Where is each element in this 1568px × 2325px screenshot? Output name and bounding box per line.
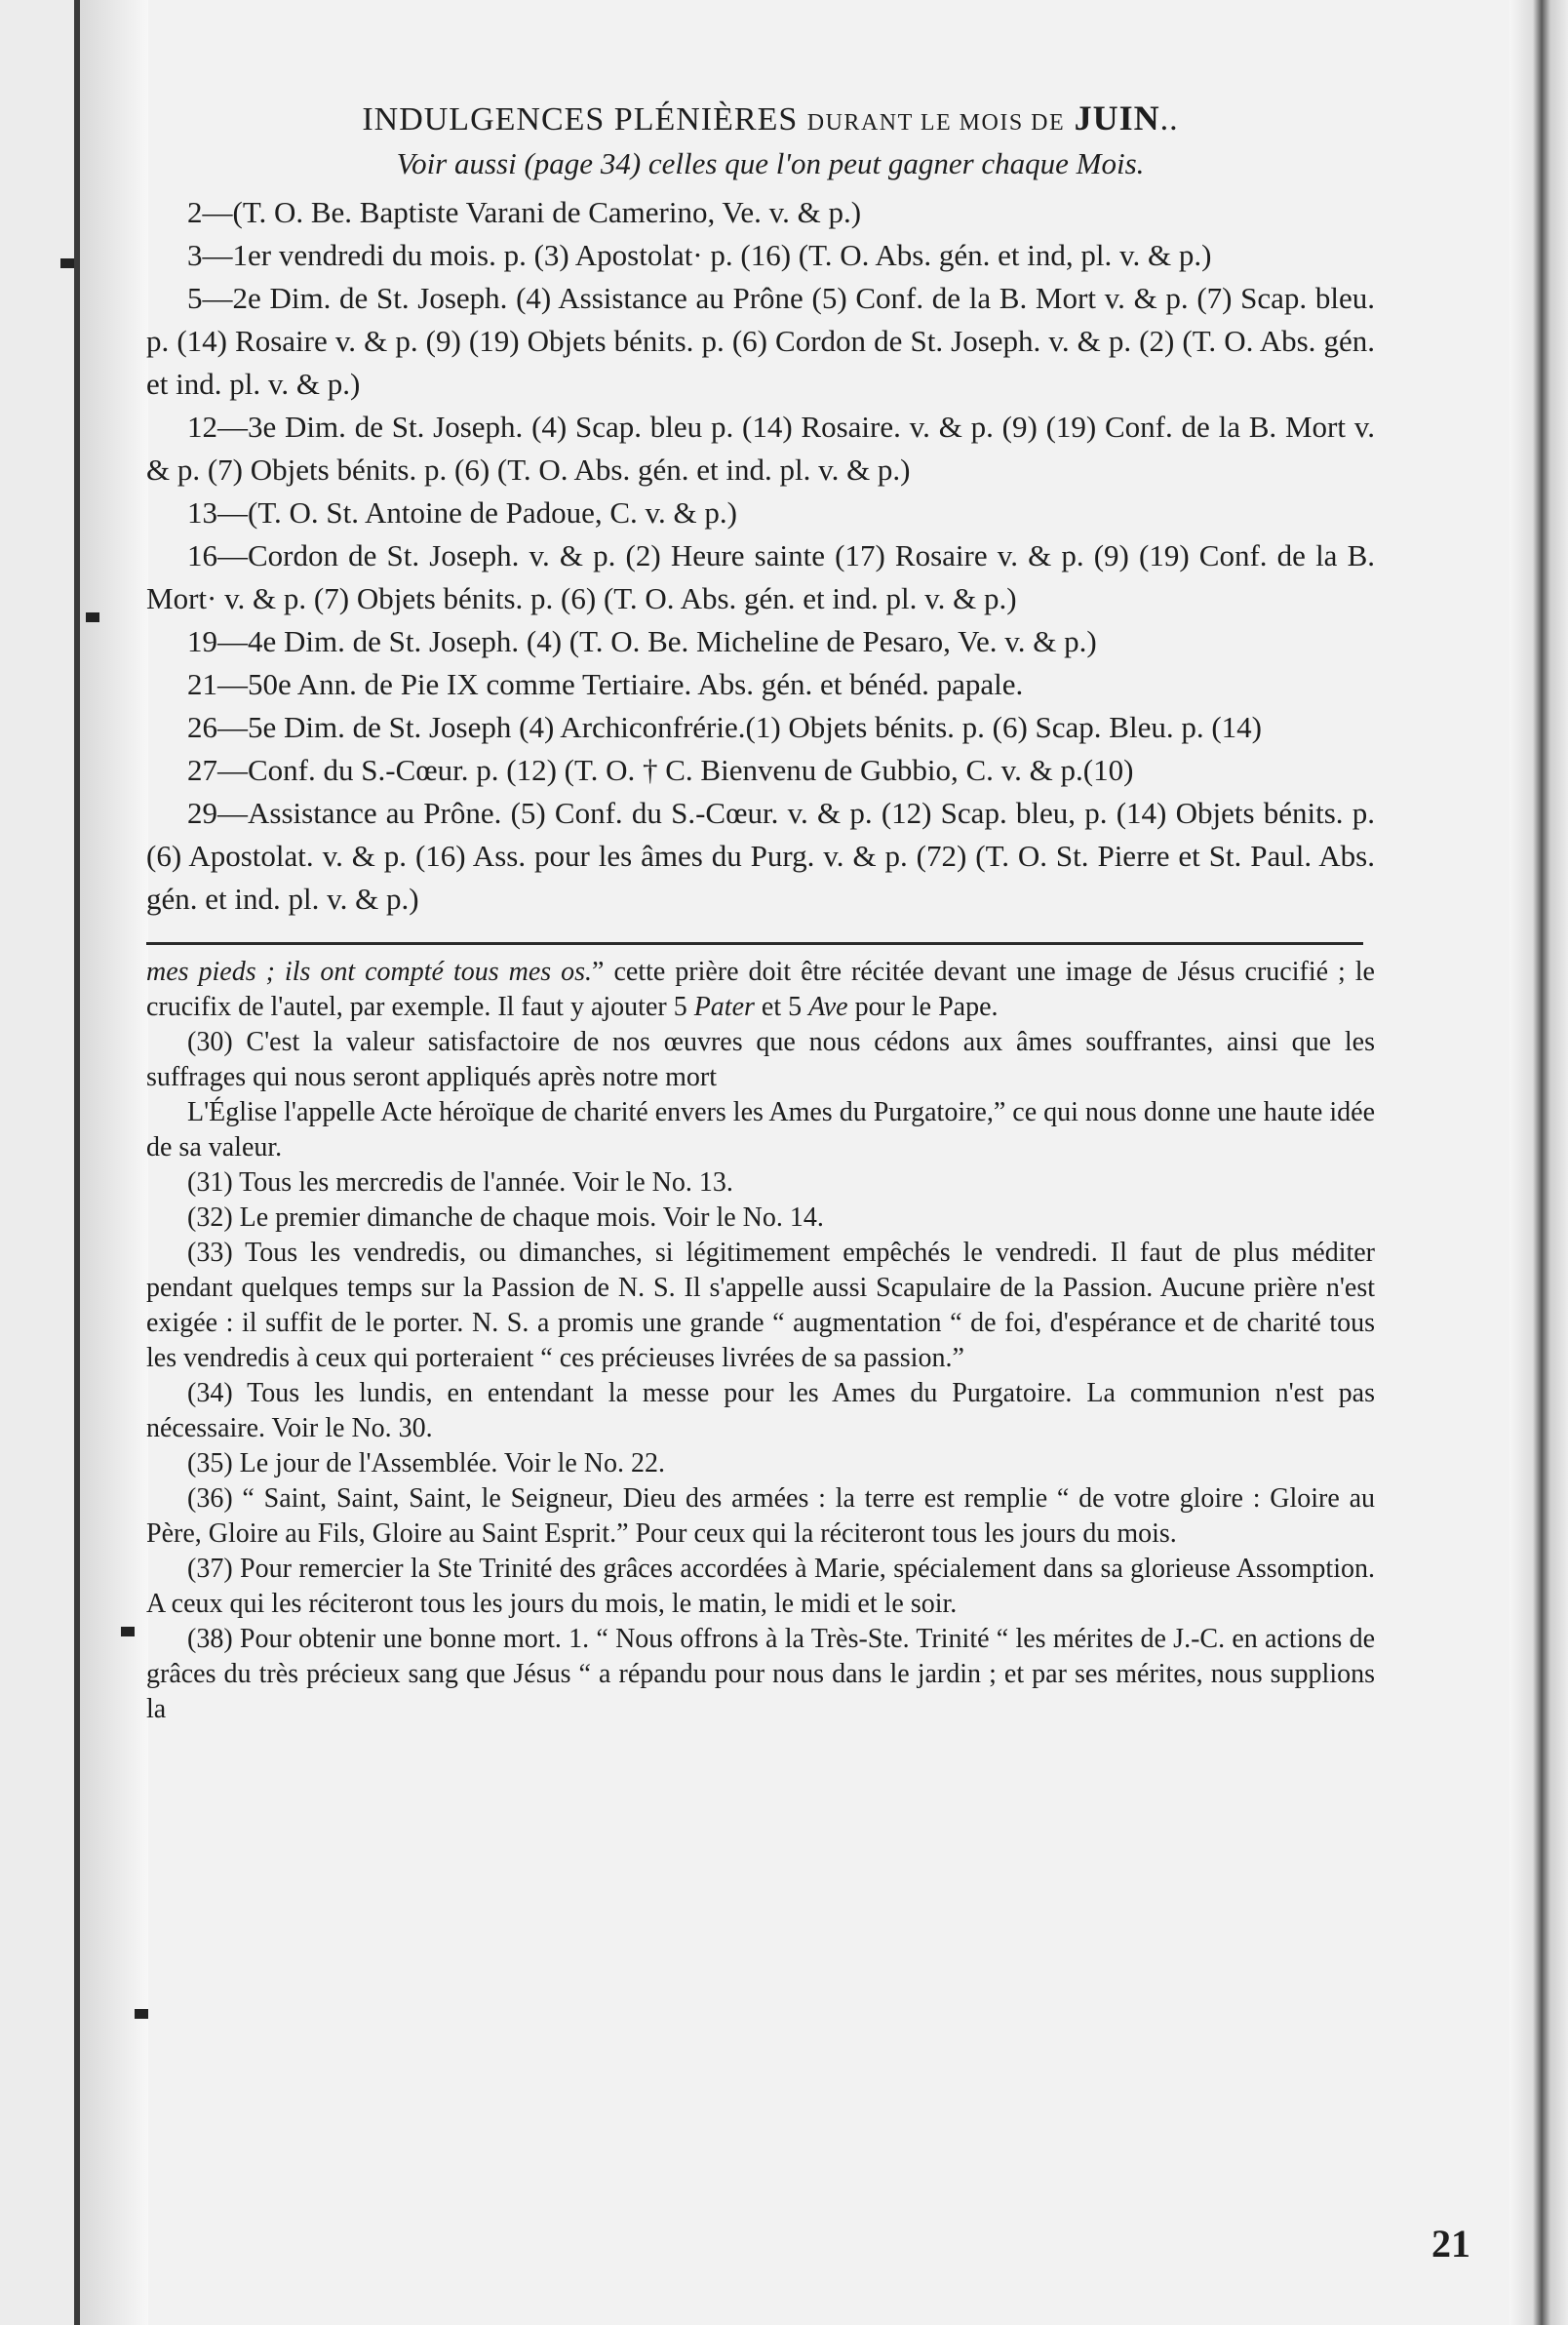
- calendar-entry: 26—5e Dim. de St. Joseph (4) Archiconfrérie.(1) Objets bénits. p. (6) Scap. Bleu. p. (14): [187, 710, 1262, 744]
- header-suffix: ..: [1159, 101, 1179, 138]
- binding-mark: [86, 612, 99, 622]
- header-month: JUIN: [1074, 99, 1160, 138]
- page-subheader: Voir aussi (page 34) celles que l'on peut gagner chaque Mois.: [396, 146, 1145, 180]
- footnote-text: pour le Pape.: [847, 992, 999, 1022]
- facing-page-edge: [0, 0, 76, 2325]
- footnote-text: et 5: [754, 992, 809, 1022]
- calendar-entries: [146, 191, 1375, 921]
- page-right-edge: [1509, 0, 1568, 2325]
- pater-word: Pater: [693, 992, 755, 1022]
- calendar-entry: 2—(T. O. Be. Baptiste Varani de Camerino, Ve. v. & p.): [187, 195, 862, 229]
- page-number: 21: [1431, 2222, 1470, 2266]
- header-middle: DURANT LE MOIS DE: [806, 110, 1066, 136]
- header-prefix: INDULGENCES PLÉNIÈRES: [362, 101, 799, 138]
- calendar-entry: 16—Cordon de St. Joseph. v. & p. (2) Heure sainte (17) Rosaire v. & p. (9) (19) Conf. de la B. Mort· v. & p. (7) Objets bénits. p. (6) (T. O. Abs. gén. et ind. pl. v. & p.): [146, 538, 1375, 615]
- calendar-entry: 19—4e Dim. de St. Joseph. (4) (T. O. Be. Micheline de Pesaro, Ve. v. & p.): [187, 624, 1097, 658]
- gutter-shadow: [80, 0, 148, 2325]
- footnote: (33) Tous les vendredis, ou dimanches, si légitimement empêchés le vendredi. Il faut de plus méditer pendant quelques temps sur la Passion de N. S. Il s'appelle aussi Scapulaire de la Passion. Aucune prière n'est exigée : il suffit de le porter. N. S. a promis une grande “ augmentation “ de foi, d'espérance et de charité tous les vendredis à ceux qui porteraient “ ces précieuses livrées de sa passion.”: [146, 1238, 1375, 1373]
- footnote: (31) Tous les mercredis de l'année. Voir le No. 13.: [187, 1167, 733, 1198]
- ave-word: Ave: [808, 992, 848, 1022]
- calendar-entry: 3—1er vendredi du mois. p. (3) Apostolat· p. (16) (T. O. Abs. gén. et ind, pl. v. & p.): [187, 238, 1212, 272]
- footnote: (34) Tous les lundis, en entendant la messe pour les Ames du Purgatoire. La communion n'est pas nécessaire. Voir le No. 30.: [146, 1378, 1375, 1443]
- footnote: L'Église l'appelle Acte héroïque de charité envers les Ames du Purgatoire,” ce qui nous donne une haute idée de sa valeur.: [146, 1097, 1375, 1162]
- footnotes: [146, 955, 1375, 1727]
- binding-mark: [121, 1627, 135, 1636]
- binding-mark: [60, 258, 74, 268]
- calendar-entry: 29—Assistance au Prône. (5) Conf. du S.-Cœur. v. & p. (12) Scap. bleu, p. (14) Objets bénits. p. (6) Apostolat. v. & p. (16) Ass. pour les âmes du Purg. v. & p. (72) (T. O. St. Pierre et St. Paul. Abs. gén. et ind. pl. v. & p.): [146, 796, 1375, 916]
- section-divider: [146, 942, 1363, 945]
- footnote-continuation: [146, 955, 1375, 1025]
- footnote-text: ” cette prière doit être récitée devant une image de Jésus crucifié ; le crucifix de l'autel, par exemple. Il faut y ajouter 5: [146, 957, 1375, 1022]
- document-page: [146, 98, 1375, 2282]
- footnote: (32) Le premier dimanche de chaque mois. Voir le No. 14.: [187, 1202, 824, 1233]
- footnote: (38) Pour obtenir une bonne mort. 1. “ Nous offrons à la Très-Ste. Trinité “ les mérites de J.-C. en actions de grâces du très précieux sang que Jésus “ a répandu pour nous dans le jardin ; et par ses mérites, nous supplions la: [146, 1624, 1375, 1724]
- footnote: (35) Le jour de l'Assemblée. Voir le No. 22.: [187, 1448, 666, 1478]
- calendar-entry: 21—50e Ann. de Pie IX comme Tertiaire. Abs. gén. et bénéd. papale.: [187, 667, 1024, 701]
- calendar-entry: 5—2e Dim. de St. Joseph. (4) Assistance au Prône (5) Conf. de la B. Mort v. & p. (7) Scap. bleu. p. (14) Rosaire v. & p. (9) (19) Objets bénits. p. (6) Cordon de St. Joseph. v. & p. (2) (T. O. Abs. gén. et ind. pl. v. & p.): [146, 281, 1375, 401]
- footnote: (36) “ Saint, Saint, Saint, le Seigneur, Dieu des armées : la terre est remplie “ de votre gloire : Gloire au Père, Gloire au Fils, Gloire au Saint Esprit.” Pour ceux qui la réciteront tous les jours du mois.: [146, 1483, 1375, 1549]
- calendar-entry: 27—Conf. du S.-Cœur. p. (12) (T. O. † C. Bienvenu de Gubbio, C. v. & p.(10): [187, 753, 1134, 787]
- page-header: [166, 98, 1375, 138]
- calendar-entry: 13—(T. O. St. Antoine de Padoue, C. v. & p.): [187, 495, 737, 530]
- footnote: (37) Pour remercier la Ste Trinité des grâces accordées à Marie, spécialement dans sa glorieuse Assomption. A ceux qui les réciteront tous les jours du mois, le matin, le midi et le soir.: [146, 1554, 1375, 1619]
- footnote: (30) C'est la valeur satisfactoire de nos œuvres que nous cédons aux âmes souffrantes, ainsi que les suffrages qui nous seront appliqués après notre mort: [146, 1027, 1375, 1092]
- calendar-entry: 12—3e Dim. de St. Joseph. (4) Scap. bleu p. (14) Rosaire. v. & p. (9) (19) Conf. de la B. Mort v. & p. (7) Objets bénits. p. (6) (T. O. Abs. gén. et ind. pl. v. & p.): [146, 410, 1375, 487]
- italic-quote: mes pieds ; ils ont compté tous mes os.: [146, 957, 593, 987]
